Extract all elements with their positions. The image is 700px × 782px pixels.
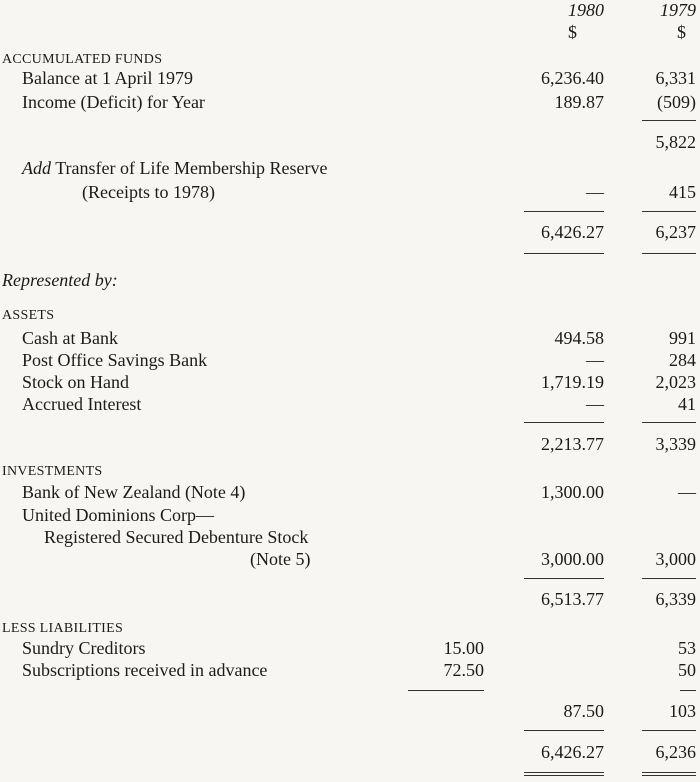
rule-assets-1979	[642, 422, 696, 423]
transfer-label: Transfer of Life Membership Reserve	[55, 158, 328, 178]
liability-label-subscriptions: Subscriptions received in advance	[22, 660, 268, 680]
balance-1979: 6,331	[655, 68, 696, 88]
investment-label-udc-note: (Note 5)	[250, 549, 311, 569]
rule-investments-1980	[524, 578, 604, 579]
subtotal-1979: 5,822	[655, 132, 696, 152]
liability-label-creditors: Sundry Creditors	[22, 638, 146, 658]
asset-label-posb: Post Office Savings Bank	[22, 350, 208, 370]
section-title-accumulated-funds: ACCUMULATED FUNDS	[2, 52, 163, 67]
income-label: Income (Deficit) for Year	[22, 92, 205, 112]
asset-posb-1979: 284	[669, 350, 696, 370]
asset-label-stock: Stock on Hand	[22, 372, 129, 392]
investment-udc-1979: 3,000	[655, 549, 696, 569]
assets-total-1979: 3,339	[655, 434, 696, 454]
accum-total-1979: 6,237	[655, 222, 696, 242]
double-rule-net-1980-a	[524, 772, 604, 773]
asset-cash-1980: 494.58	[554, 328, 604, 348]
net-total-1980: 6,426.27	[541, 742, 604, 762]
double-rule-net-1979-a	[642, 772, 696, 773]
investment-udc-1980: 3,000.00	[541, 549, 604, 569]
rule-net-1979	[642, 730, 696, 731]
header-year-1979: 1979	[660, 0, 696, 20]
rule-accum-1979	[642, 211, 696, 212]
liability-subscriptions-sub: 72.50	[443, 660, 484, 680]
asset-stock-1980: 1,719.19	[541, 372, 604, 392]
header-unit-1980: $	[568, 22, 577, 42]
assets-total-1980: 2,213.77	[541, 434, 604, 454]
double-rule-accum-1980	[524, 253, 604, 254]
rule-assets-1980	[524, 422, 604, 423]
investment-label-bnz: Bank of New Zealand (Note 4)	[22, 482, 246, 502]
investment-label-udc: United Dominions Corp—	[22, 505, 214, 525]
transfer-1980: —	[586, 182, 604, 202]
investment-bnz-1979: —	[678, 482, 696, 502]
balance-1980: 6,236.40	[541, 68, 604, 88]
income-1979: (509)	[657, 92, 696, 112]
transfer-line	[22, 158, 327, 178]
liabilities-total-1979: 103	[669, 701, 696, 721]
asset-cash-1979: 991	[669, 328, 696, 348]
header-year-1980: 1980	[568, 0, 604, 20]
asset-label-interest: Accrued Interest	[22, 394, 142, 414]
investments-total-1979: 6,339	[655, 589, 696, 609]
double-rule-net-1979-b	[642, 775, 696, 776]
transfer-sub-label: (Receipts to 1978)	[82, 182, 215, 202]
asset-posb-1980: —	[586, 350, 604, 370]
asset-stock-1979: 2,023	[655, 372, 696, 392]
header-unit-1979: $	[677, 22, 686, 42]
section-title-liabilities: LESS LIABILITIES	[2, 621, 124, 636]
rule-subtotal-1979	[642, 120, 696, 121]
section-title-investments: INVESTMENTS	[2, 464, 103, 479]
accum-total-1980: 6,426.27	[541, 222, 604, 242]
rule-investments-1979	[642, 578, 696, 579]
represented-by-heading: Represented by:	[2, 270, 118, 290]
liability-creditors-1979: 53	[678, 638, 696, 658]
asset-interest-1979: 41	[678, 394, 696, 414]
double-rule-net-1980-b	[524, 775, 604, 776]
rule-accum-1980	[524, 211, 604, 212]
rule-liabilities-sub	[408, 690, 484, 691]
section-title-assets: ASSETS	[2, 308, 55, 323]
investment-label-udc-sub: Registered Secured Debenture Stock	[44, 527, 309, 547]
rule-liabilities-1979	[680, 690, 696, 691]
liability-subscriptions-1979: 50	[678, 660, 696, 680]
add-word: Add	[22, 158, 51, 178]
double-rule-accum-1979	[642, 253, 696, 254]
investments-total-1980: 6,513.77	[541, 589, 604, 609]
asset-label-cash: Cash at Bank	[22, 328, 118, 348]
asset-interest-1980: —	[586, 394, 604, 414]
rule-net-1980	[524, 730, 604, 731]
balance-label: Balance at 1 April 1979	[22, 68, 193, 88]
investment-bnz-1980: 1,300.00	[541, 482, 604, 502]
liabilities-total-1980: 87.50	[563, 701, 604, 721]
income-1980: 189.87	[554, 92, 604, 112]
net-total-1979: 6,236	[655, 742, 696, 762]
liability-creditors-sub: 15.00	[443, 638, 484, 658]
transfer-1979: 415	[669, 182, 696, 202]
